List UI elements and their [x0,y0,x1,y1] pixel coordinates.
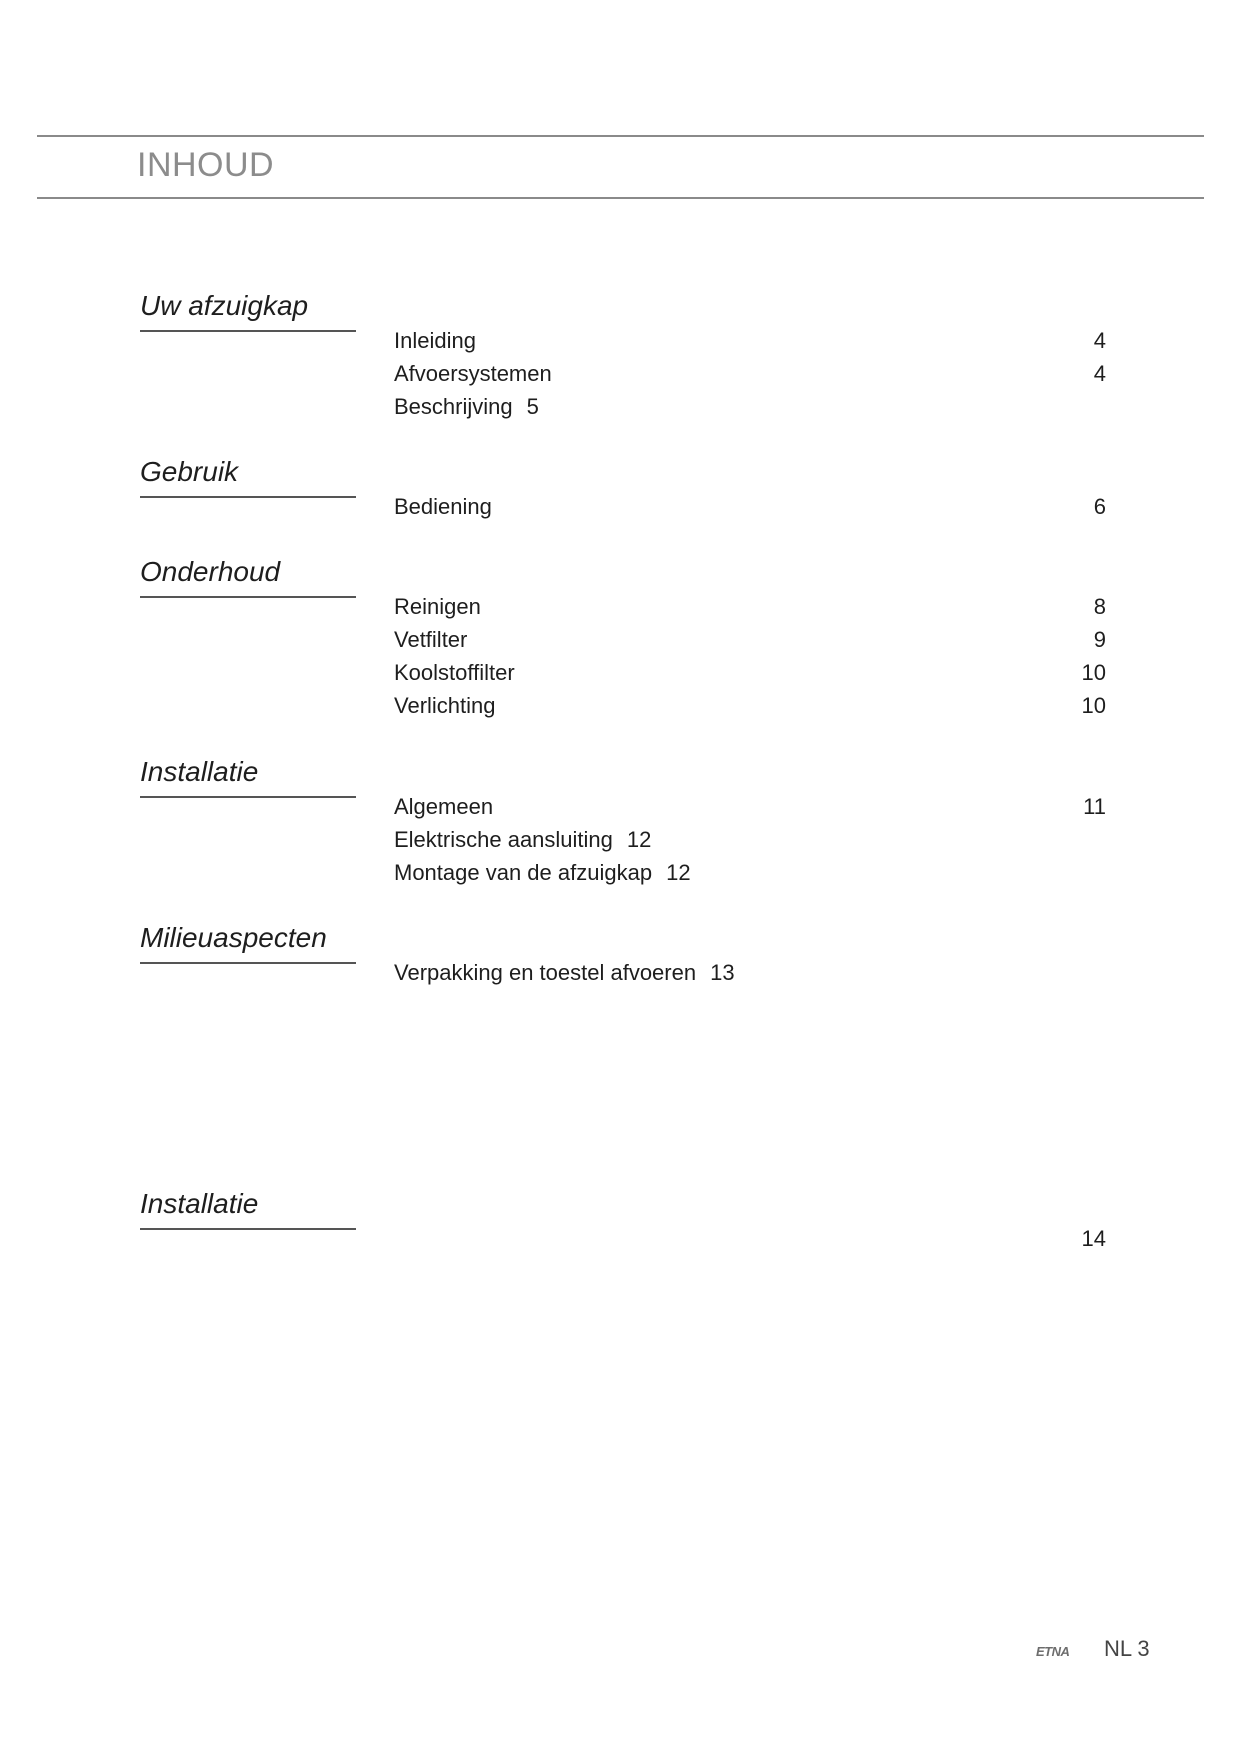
toc-entry-label: Montage van de afzuigkap [394,860,653,885]
toc-entry-label: Beschrijving [394,394,513,419]
toc-page-number: 10 [1081,693,1106,718]
toc-entry-label: Verlichting [394,693,496,718]
toc-entry[interactable] [394,394,539,420]
toc-entry[interactable] [394,361,552,387]
section-title: Installatie [140,1188,259,1219]
toc-entry[interactable] [394,328,476,354]
toc-entry-label: Elektrische aansluiting [394,827,613,852]
section-underline [140,962,356,964]
toc-page-number: 6 [1093,494,1106,519]
toc-entry[interactable] [394,494,492,520]
toc-page-number: 4 [1093,328,1106,353]
toc-entry-label: Algemeen [394,794,494,819]
toc-page-number: 8 [1093,594,1106,619]
toc-page-number: 5 [526,394,539,419]
toc-entry[interactable] [394,960,735,986]
section-underline [140,796,356,798]
toc-entry-label: Vetfilter [394,627,468,652]
section-title: Onderhoud [140,556,281,587]
toc-entry[interactable] [394,827,651,853]
toc-page-number: 14 [1081,1226,1106,1251]
toc-entry-label: Verpakking en toestel afvoeren [394,960,697,985]
toc-page-number: 12 [626,827,652,852]
page-number-label: NL 3 [1104,1636,1150,1661]
toc-entry[interactable] [394,594,481,620]
header-bottom-rule [37,197,1204,199]
toc-entry[interactable] [394,794,493,820]
toc-entry-label: Koolstoffilter [394,660,515,685]
toc-entry[interactable] [394,860,691,886]
section-title: Milieuaspecten [140,922,327,953]
toc-page-number: 9 [1093,627,1106,652]
section-title: Installatie [140,756,259,787]
section-title: Uw afzuigkap [140,290,309,321]
section-underline [140,330,356,332]
brand-logo: ETNA [1036,1644,1070,1659]
section-underline [140,596,356,598]
toc-page-number: 13 [710,960,735,985]
toc-page-number: 12 [666,860,691,885]
section-underline [140,1228,356,1230]
toc-page-number: 10 [1081,660,1106,685]
toc-page-number: 11 [1083,794,1106,819]
section-underline [140,496,356,498]
toc-entry[interactable] [394,660,515,686]
section-title: Gebruik [140,456,239,487]
toc-entry-label: Inleiding [394,328,476,353]
header-top-rule [37,135,1204,137]
toc-entry-label: Bediening [394,494,492,519]
toc-page-number: 4 [1093,361,1106,386]
toc-entry[interactable] [394,627,467,653]
page-title: INHOUD [137,146,275,184]
toc-entry-label: Reinigen [394,594,481,619]
toc-entry-label: Afvoersystemen [394,361,552,386]
toc-entry[interactable] [394,693,496,719]
